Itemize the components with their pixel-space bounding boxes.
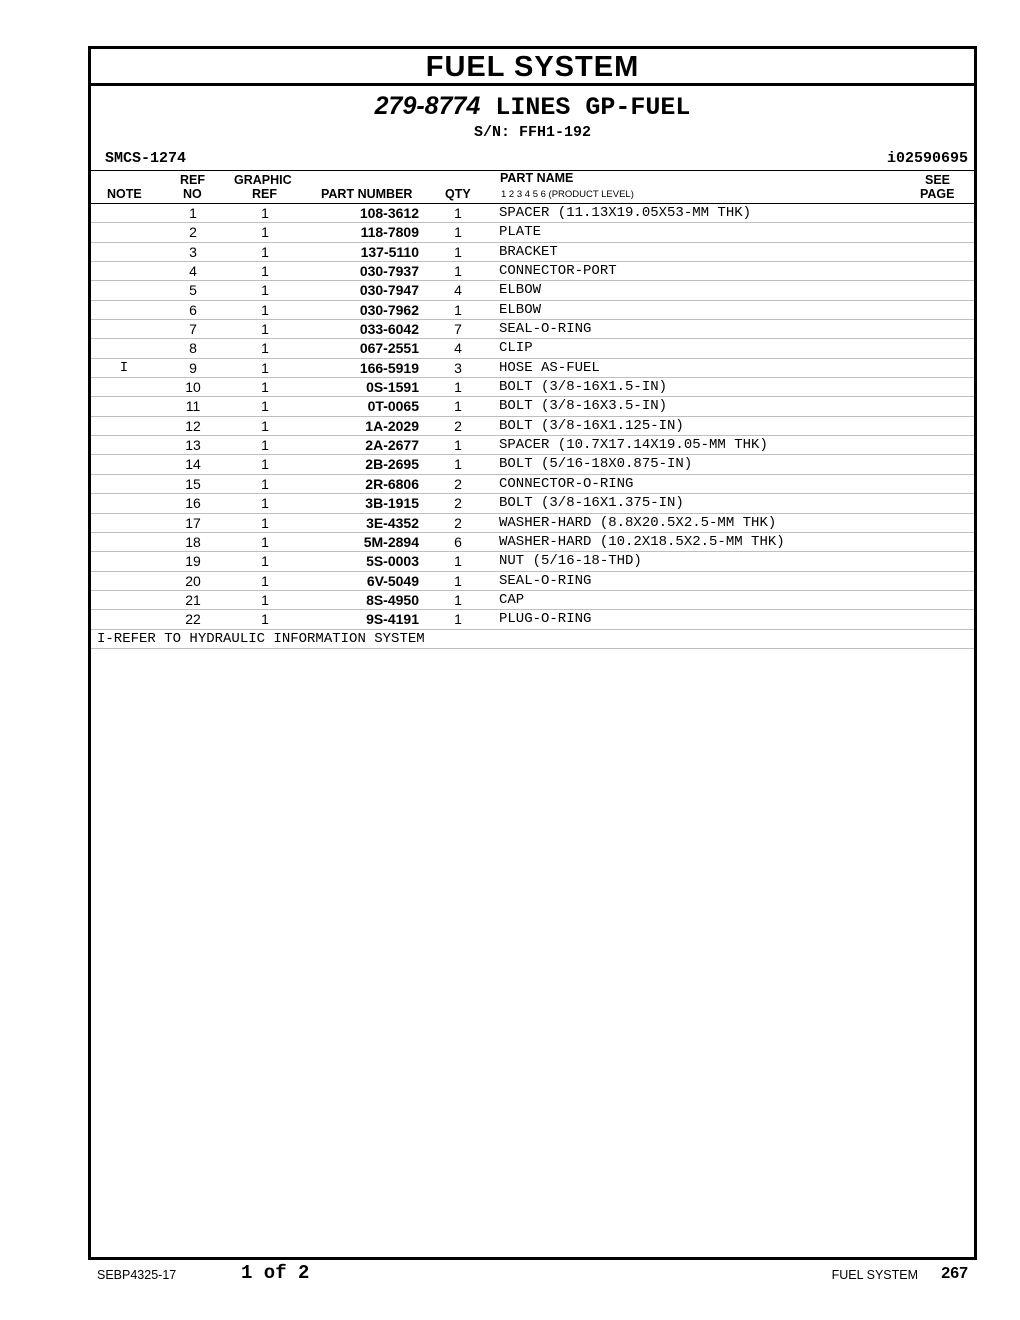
table-row: [91, 591, 974, 610]
table-row: [91, 610, 974, 629]
part-graphic-ref: 1: [261, 340, 269, 357]
table-row: [91, 397, 974, 416]
part-number: 108-3612: [359, 205, 419, 221]
part-name: SEAL-O-RING: [499, 572, 592, 589]
part-graphic-ref: 1: [261, 263, 269, 280]
part-name: PLUG-O-RING: [499, 611, 592, 628]
part-graphic-ref: 1: [261, 321, 269, 338]
page-frame: [88, 46, 977, 1260]
part-name: SPACER (10.7X17.14X19.05-MM THK): [499, 437, 768, 454]
part-graphic-ref: 1: [261, 398, 269, 415]
part-name: CONNECTOR-O-RING: [499, 475, 634, 492]
part-number: 166-5919: [359, 359, 419, 376]
part-ref-no: 19: [185, 553, 201, 570]
part-graphic-ref: 1: [261, 611, 269, 628]
part-name: SEAL-O-RING: [499, 321, 592, 338]
table-row: [91, 301, 974, 320]
smcs-code: SMCS-1274: [105, 150, 187, 167]
part-graphic-ref: 1: [261, 205, 269, 221]
part-ref-no: 13: [185, 437, 201, 454]
part-graphic-ref: 1: [261, 553, 269, 570]
part-graphic-ref: 1: [261, 282, 269, 299]
table-row: [91, 281, 974, 300]
part-qty: 2: [454, 475, 462, 492]
part-number: 033-6042: [359, 321, 419, 338]
part-name: ELBOW: [499, 282, 542, 299]
part-qty: 1: [454, 572, 462, 589]
part-qty: 1: [454, 379, 462, 396]
part-name: NUT (5/16-18-THD): [499, 553, 642, 570]
col-graphic-top: GRAPHIC: [234, 173, 292, 187]
part-qty: 1: [454, 263, 462, 280]
footnote: I-REFER TO HYDRAULIC INFORMATION SYSTEM: [91, 630, 974, 649]
part-name: WASHER-HARD (8.8X20.5X2.5-MM THK): [499, 514, 777, 531]
part-name: ELBOW: [499, 301, 542, 318]
part-number: 2A-2677: [365, 437, 419, 454]
table-row: [91, 533, 974, 552]
table-row: [91, 223, 974, 242]
part-qty: 4: [454, 282, 462, 299]
publication-number: SEBP4325-17: [97, 1268, 177, 1282]
part-qty: 2: [454, 514, 462, 531]
table-row: [91, 572, 974, 591]
group-number: 279-8774: [374, 92, 481, 120]
table-row: [91, 514, 974, 533]
part-graphic-ref: 1: [261, 417, 269, 434]
col-see-bottom: PAGE: [920, 187, 955, 201]
col-qty: QTY: [445, 187, 471, 201]
part-ref-no: 5: [189, 282, 197, 299]
part-graphic-ref: 1: [261, 591, 269, 608]
part-qty: 1: [454, 456, 462, 473]
part-ref-no: 7: [189, 321, 197, 338]
part-number: 6V-5049: [366, 572, 419, 589]
part-ref-no: 2: [189, 224, 197, 241]
part-name: BOLT (3/8-16X1.5-IN): [499, 379, 668, 396]
part-ref-no: 10: [185, 379, 201, 396]
part-number: 5S-0003: [366, 553, 419, 570]
part-qty: 1: [454, 611, 462, 628]
part-number: 3B-1915: [365, 495, 419, 512]
col-note: NOTE: [107, 187, 142, 201]
table-row: [91, 494, 974, 513]
group-name: LINES GP-FUEL: [495, 93, 691, 122]
table-row: [91, 436, 974, 455]
part-name: BOLT (3/8-16X1.125-IN): [499, 417, 684, 434]
part-qty: 1: [454, 224, 462, 241]
part-name: HOSE AS-FUEL: [499, 359, 600, 376]
col-ref-top: REF: [180, 173, 205, 187]
footer-system: FUEL SYSTEM: [831, 1268, 918, 1282]
part-ref-no: 11: [185, 398, 201, 415]
part-name: CONNECTOR-PORT: [499, 263, 617, 280]
serial-number: S/N: FFH1-192: [473, 124, 592, 141]
part-qty: 1: [454, 398, 462, 415]
part-ref-no: 6: [189, 301, 197, 318]
table-row: [91, 204, 974, 223]
part-qty: 1: [454, 437, 462, 454]
part-graphic-ref: 1: [261, 475, 269, 492]
part-number: 0S-1591: [366, 379, 419, 396]
part-qty: 3: [454, 359, 462, 376]
part-graphic-ref: 1: [261, 437, 269, 454]
col-ref-bottom: NO: [183, 187, 202, 201]
part-ref-no: 8: [189, 340, 197, 357]
table-row: [91, 339, 974, 358]
part-qty: 7: [454, 321, 462, 338]
part-number: 8S-4950: [366, 591, 419, 608]
part-name: CLIP: [499, 340, 533, 357]
part-ref-no: 18: [185, 533, 201, 550]
part-ref-no: 16: [185, 495, 201, 512]
illustration-id: i02590695: [886, 150, 968, 167]
part-ref-no: 3: [189, 243, 197, 260]
part-note: I: [119, 359, 129, 376]
part-ref-no: 17: [185, 514, 201, 531]
part-number: 2R-6806: [365, 475, 419, 492]
sheet-indicator: 1 of 2: [241, 1262, 310, 1284]
part-qty: 2: [454, 495, 462, 512]
part-graphic-ref: 1: [261, 379, 269, 396]
table-row: [91, 243, 974, 262]
col-graphic-bottom: REF: [252, 187, 277, 201]
part-graphic-ref: 1: [261, 224, 269, 241]
page-footer: [88, 1262, 974, 1286]
part-name: BRACKET: [499, 243, 558, 260]
part-number: 067-2551: [359, 340, 419, 357]
meta-row: [91, 148, 974, 170]
part-number: 030-7947: [359, 282, 419, 299]
part-number: 3E-4352: [366, 514, 419, 531]
part-graphic-ref: 1: [261, 359, 269, 376]
part-ref-no: 4: [189, 263, 197, 280]
part-name: BOLT (3/8-16X3.5-IN): [499, 398, 668, 415]
part-ref-no: 9: [189, 359, 197, 376]
part-number: 118-7809: [360, 224, 419, 241]
table-row: [91, 455, 974, 474]
section-title: FUEL SYSTEM: [91, 49, 974, 86]
col-part-name: PART NAME: [500, 171, 574, 185]
part-graphic-ref: 1: [261, 533, 269, 550]
part-name: PLATE: [499, 224, 542, 241]
page-number: 267: [941, 1265, 968, 1282]
part-name: WASHER-HARD (10.2X18.5X2.5-MM THK): [499, 533, 785, 550]
table-row: [91, 378, 974, 397]
part-number: 9S-4191: [366, 611, 419, 628]
part-graphic-ref: 1: [261, 495, 269, 512]
table-row: [91, 359, 974, 378]
table-row: [91, 262, 974, 281]
part-ref-no: 14: [185, 456, 201, 473]
part-ref-no: 15: [185, 475, 201, 492]
part-number: 1A-2029: [365, 417, 419, 434]
part-number: 030-7937: [359, 263, 419, 280]
table-row: [91, 320, 974, 339]
part-name: BOLT (3/8-16X1.375-IN): [499, 495, 684, 512]
part-name: CAP: [499, 591, 525, 608]
part-qty: 2: [454, 417, 462, 434]
part-number: 030-7962: [359, 301, 419, 318]
parts-list: [91, 204, 974, 630]
table-row: [91, 417, 974, 436]
part-ref-no: 22: [185, 611, 201, 628]
part-qty: 1: [454, 243, 462, 260]
col-part-number: PART NUMBER: [321, 187, 413, 201]
table-row: [91, 552, 974, 571]
group-title: [91, 92, 974, 122]
col-see-top: SEE: [925, 173, 951, 187]
part-graphic-ref: 1: [261, 572, 269, 589]
col-product-level: 1 2 3 4 5 6 (PRODUCT LEVEL): [501, 189, 634, 200]
part-qty: 1: [454, 591, 462, 608]
part-qty: 1: [454, 301, 462, 318]
part-graphic-ref: 1: [261, 301, 269, 318]
part-ref-no: 1: [189, 205, 197, 221]
part-ref-no: 12: [185, 417, 201, 434]
part-ref-no: 20: [185, 572, 201, 589]
part-qty: 1: [454, 553, 462, 570]
part-name: BOLT (5/16-18X0.875-IN): [499, 456, 693, 473]
part-number: 2B-2695: [365, 456, 419, 473]
part-qty: 6: [454, 533, 462, 550]
part-qty: 1: [454, 205, 462, 221]
part-number: 5M-2894: [363, 533, 419, 550]
column-header: [91, 170, 974, 204]
part-number: 137-5110: [360, 243, 419, 260]
table-row: [91, 475, 974, 494]
part-ref-no: 21: [185, 591, 201, 608]
part-qty: 4: [454, 340, 462, 357]
part-graphic-ref: 1: [261, 514, 269, 531]
part-graphic-ref: 1: [261, 456, 269, 473]
part-graphic-ref: 1: [261, 243, 269, 260]
part-number: 0T-0065: [367, 398, 419, 415]
part-name: SPACER (11.13X19.05X53-MM THK): [499, 205, 752, 221]
